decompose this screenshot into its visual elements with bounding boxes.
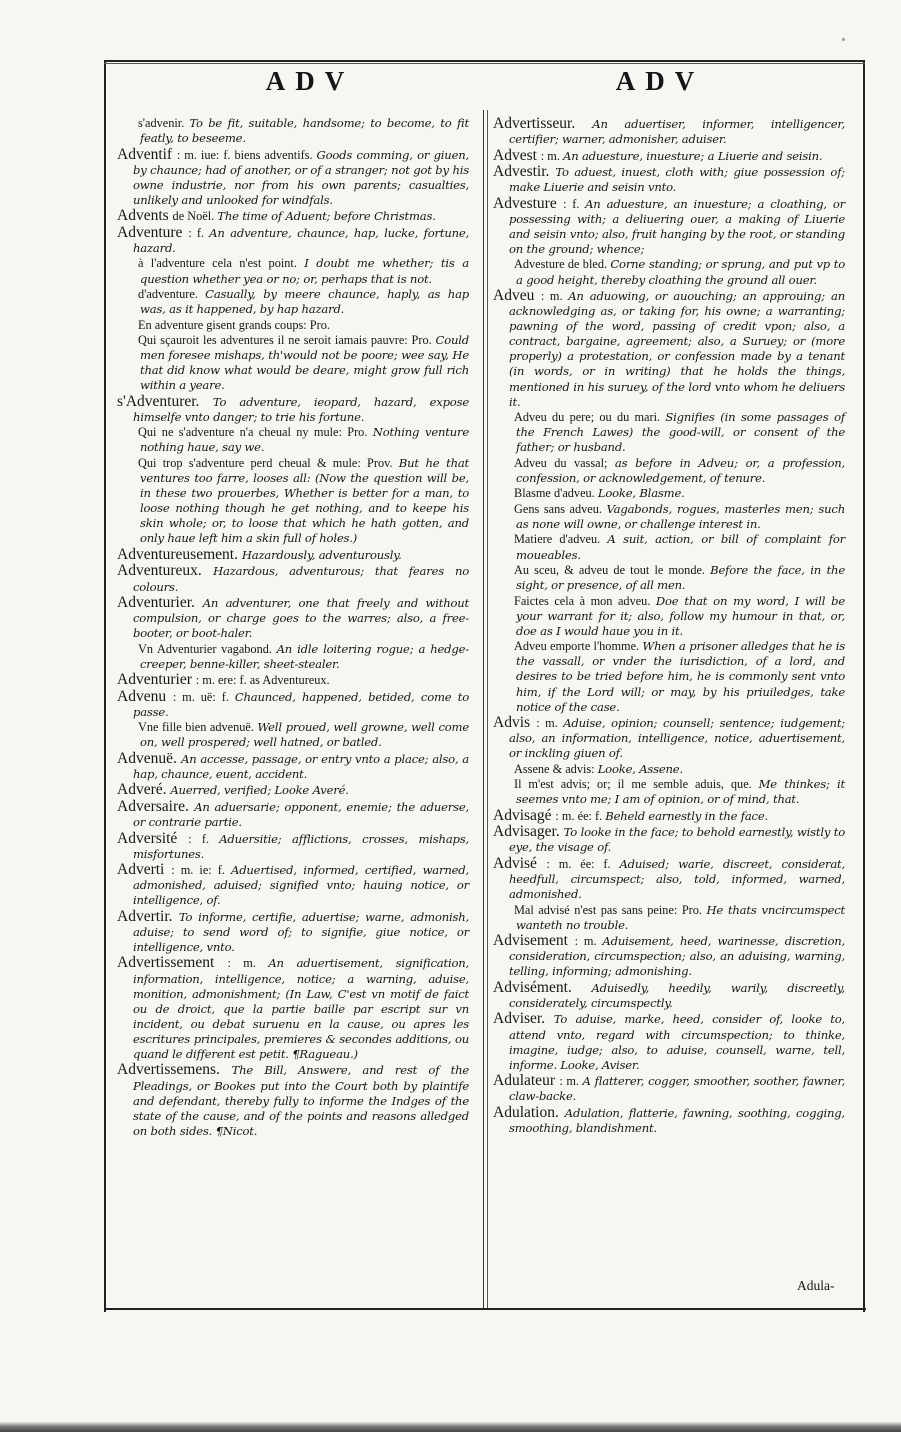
english-gloss: An aduesture, inuesture; a Liuerie and seisin.	[563, 148, 823, 163]
sub-entry	[117, 642, 469, 672]
english-gloss: as before in Adveu; or, a profession, confession, or acknowledgement, of tenure.	[516, 455, 845, 485]
french-text: : f.	[563, 196, 586, 211]
sub-entry	[493, 762, 845, 777]
running-head-left: ADV	[265, 66, 355, 96]
dictionary-entry	[493, 856, 845, 902]
english-gloss: Aduisedly, heedily, warily, discreetly, considerately, circumspectly.	[509, 980, 845, 1010]
english-gloss: An aduertisement, signification, information, intelligence, notice; a warning, aduise, monition, admonishment; (In Law, C'est vn motif de faict ou de droict, que la partie baille par escript sur vn incident, ou debat suruenu en la cause, ou apres les escritures principales, premieres & secondes additions, ou quand le different est petit. ¶Ragueau.)	[133, 956, 469, 1061]
english-gloss: Aduersitie; afflictions, crosses, mishaps, misfortunes.	[133, 831, 469, 861]
sub-entry	[493, 594, 845, 639]
english-gloss: An aduesture, an inuesture; a cloathing, or possessing with; a deliuering ouer, a making of Liuerie and seisin vnto; also, fruit hanging by the root, or standing on the ground; whence;	[509, 196, 846, 256]
english-gloss: An aduersarie; opponent, enemie; the aduerse, or contrarie partie.	[133, 799, 469, 830]
english-gloss: Vagabonds, rogues, masterles men; such as none will owne, or challenge interest in.	[516, 501, 845, 531]
bottom-rule	[104, 1308, 866, 1310]
english-gloss: To looke in the face; to behold earnestly, wistly to eye, the visage of.	[509, 825, 845, 855]
english-gloss: Aduised; warie, discreet, considerat, heedfull, circumspect; also, told, informed, warned, admonished.	[509, 856, 845, 902]
dictionary-entry	[117, 147, 469, 208]
english-gloss: The time of Aduent; before Christmas.	[217, 209, 436, 224]
french-text: : f.	[188, 831, 220, 846]
dictionary-entry	[493, 196, 845, 257]
french-text: Gens sans adveu.	[514, 501, 607, 516]
column-divider	[483, 110, 484, 1308]
headword: Advisé	[493, 854, 547, 872]
french-text: Matiere d'adveu.	[514, 532, 608, 547]
english-gloss: To adventure, ieopard, hazard, expose himselfe vnto danger; to trie his fortune.	[133, 394, 469, 424]
sub-entry	[117, 318, 469, 333]
headword: Advertissemens.	[117, 1061, 232, 1079]
dictionary-entry	[117, 672, 469, 688]
french-text: : m.	[227, 956, 269, 971]
english-gloss: Signifies (in some passages of the French Lawes) the good-will, or consent of the father; or husband.	[516, 410, 845, 455]
catchword: Adula-	[797, 1278, 835, 1293]
dictionary-entry	[493, 1011, 845, 1072]
english-gloss: Nothing venture nothing haue, say we.	[140, 425, 469, 455]
headword: Adventurier.	[117, 593, 203, 611]
sub-entry	[117, 287, 469, 317]
dictionary-entry	[493, 1073, 845, 1104]
french-text: Qui trop s'adventure perd cheual & mule: Prov.	[138, 455, 399, 470]
french-text: à l'adventure cela n'est point.	[138, 256, 305, 271]
header-rule	[104, 63, 865, 64]
dictionary-entry	[117, 862, 469, 908]
french-text: Assene & advis:	[514, 761, 598, 776]
french-text: de Noël.	[172, 209, 218, 224]
english-gloss: To be fit, suitable, handsome; to become, to fit featly, to beseeme.	[140, 116, 470, 146]
english-gloss: But he that ventures too farre, looses all: (Now the question will be, in these two prouerbes, Whether is better for a man, to loose nothing though he get nothing, and to keepe his skin whole; or, to loose that which he hath gotten, and only haue left him a skin full of holes.)	[140, 455, 470, 546]
headword: Adulateur	[493, 1072, 560, 1090]
sub-entry	[117, 456, 469, 547]
english-gloss: A flatterer, cogger, smoother, soother, fawner, claw-backe.	[509, 1074, 845, 1104]
headword: Advents	[117, 207, 173, 225]
english-gloss: Aduisement, heed, warinesse, discretion, consideration, circumspection; also, an aduising, warning, telling, informing; admonishing.	[509, 934, 845, 979]
dictionary-entry	[493, 148, 845, 164]
french-text: d'adventure.	[138, 286, 206, 301]
dictionary-entry	[117, 799, 469, 830]
english-gloss: An adventure, chaunce, hap, lucke, fortune, hazard.	[133, 225, 470, 255]
dictionary-entry	[117, 394, 469, 425]
scan-edge	[0, 1422, 901, 1432]
french-text: : m. ere: f. as Adventureux.	[195, 673, 330, 688]
headword: Advisément.	[493, 978, 592, 996]
dictionary-entry	[117, 751, 469, 782]
dictionary-entry	[493, 1105, 845, 1136]
sub-entry	[117, 256, 469, 286]
dictionary-entry	[117, 1062, 469, 1138]
headword: Advisement	[493, 932, 575, 950]
running-head-right: ADV	[615, 66, 705, 96]
right-column	[493, 116, 845, 1136]
sub-entry	[493, 410, 845, 455]
english-gloss: Could men foresee mishaps, th'would not be poore; wee say, He that did know what would be deare, might grow full rich within a yeare.	[140, 333, 469, 393]
french-text: : m. ée: f.	[546, 856, 620, 871]
sub-entry	[117, 720, 469, 750]
sub-entry	[493, 502, 845, 532]
headword: Advertisseur.	[493, 115, 593, 132]
french-text: Adveu emporte l'homme.	[514, 639, 643, 654]
english-gloss: To informe, certifie, aduertise; warne, admonish, aduise; to send word of; to signifie, giue notice, or intelligence, vnto.	[133, 909, 470, 954]
french-text: : m. iue: f. biens adventifs.	[176, 147, 317, 162]
english-gloss: When a prisoner alledges that he is the vassall, or vnder the iurisdiction, of a lord, and desires to be tried before him, he is commonly sent vnto him, if the Lord will; or may, by his priuiledges, take notice of the case.	[516, 639, 846, 714]
english-gloss: Me thinkes; it seemes vnto me; I am of opinion, or of mind, that.	[516, 777, 846, 807]
headword: Adversité	[117, 829, 189, 847]
dictionary-entry	[493, 164, 845, 195]
dictionary-entry	[117, 909, 469, 955]
english-gloss: Corne standing; or sprung, and put vp to a good height, thereby cloathing the ground all ouer.	[516, 257, 845, 287]
french-text: Vn Adventurier vagabond.	[138, 641, 277, 656]
french-text: Il m'est advis; or; il me semble aduis, que.	[514, 777, 759, 792]
english-gloss: Auerred, verified; Looke Averé.	[170, 783, 349, 798]
english-gloss: An adventurer, one that freely and without compulsion, or charge goes to the warres; also, a free-booter, or boot-haler.	[133, 595, 469, 641]
french-text: : m. uë: f.	[172, 689, 235, 704]
dictionary-entry	[493, 116, 845, 147]
paper-speck	[842, 38, 845, 41]
headword: Adviser.	[493, 1010, 554, 1028]
french-text: Advesture de bled.	[514, 257, 611, 272]
headword: Advenu	[117, 687, 173, 705]
headword: Advis	[493, 714, 537, 732]
sub-entry	[493, 639, 845, 714]
headword: Adventif	[117, 145, 177, 163]
left-column	[117, 116, 469, 1139]
french-text: Qui ne s'adventure n'a cheual ny mule: Pro.	[138, 425, 373, 440]
sub-entry	[493, 563, 845, 593]
headword: Advertir.	[117, 907, 179, 925]
french-text: En adventure gisent grands coups: Pro.	[138, 317, 330, 332]
french-text: Vne fille bien advenuë.	[138, 720, 258, 735]
english-gloss: An idle loitering rogue; a hedge-creeper, benne-killer, sheet-stealer.	[140, 641, 469, 671]
english-gloss: I doubt me whether; tis a question whether yea or no; or, perhaps that is not.	[140, 256, 469, 286]
sub-entry	[493, 257, 845, 287]
dictionary-entry	[117, 208, 469, 224]
french-text: : m.	[540, 288, 569, 303]
english-gloss: An aduowing, or auouching; an approuing; an acknowledging as, or taking for, his owne; a warranting; pawning of the word, passing of credit vpon; also, a contract, bargaine, agreement; also, a Suruey; or (more properly) a protestation, or confession made by a tenant (in words, or in writing) that he holds the things, mentioned in his suruey, of the lord vnto whom he deliuers it.	[509, 288, 846, 409]
headword: Adversaire.	[117, 797, 195, 815]
headword: s'Adventurer.	[117, 392, 213, 410]
dictionary-entry	[117, 547, 469, 563]
headword: Adulation.	[493, 1103, 565, 1121]
dictionary-entry	[493, 933, 845, 979]
headword: Advertissement	[117, 954, 228, 972]
english-gloss: Aduise, opinion; counsell; sentence; iudgement; also, an information, intelligence, notice, aduertisement, or inckling giuen of.	[509, 716, 845, 761]
headword: Advest	[493, 146, 541, 164]
headword: Adverti	[117, 861, 172, 879]
headword: Adventureux.	[117, 562, 214, 580]
english-gloss: He thats vncircumspect wanteth no trouble.	[516, 902, 845, 932]
french-text: : m. ie: f.	[171, 863, 232, 878]
sub-entry	[493, 903, 845, 933]
headword: Advesture	[493, 194, 564, 212]
sub-entry	[117, 116, 469, 146]
english-gloss: Goods comming, or giuen, by chaunce; had of another, or of a stranger; not got by his owne industrie, nor from his own parents; casualties, unlikely and unlooked for windfals.	[133, 147, 469, 207]
dictionary-entry	[493, 288, 845, 410]
english-gloss: Well proued, well growne, well come on, well prospered; well hatned, or batled.	[140, 720, 469, 750]
french-text: Blasme d'adveu.	[514, 486, 598, 501]
french-text: : m.	[574, 934, 603, 949]
sub-entry	[493, 486, 845, 501]
headword: Adventurier	[117, 671, 196, 689]
french-text: Adveu du vassal;	[514, 455, 615, 470]
english-gloss: Doe that on my word, I will be your warrant for it; also, follow my humour in that, or, doe as I would haue you in it.	[516, 593, 845, 638]
english-gloss: To aduise, marke, heed, consider of, looke to, attend vnto, regard with circumspection; to thinke, imagine, iudge; also, to aduise, counsell, warne, tell, informe. Looke, Aviser.	[509, 1012, 846, 1072]
english-gloss: An aduertiser, informer, intelligencer, certifier; warner, admonisher, aduiser.	[509, 117, 845, 147]
english-gloss: Looke, Assene.	[597, 761, 683, 776]
english-gloss: The Bill, Answere, and rest of the Pleadings, or Bookes put into the Court both by plaintife and defendant, thereby fully to informe the Indges of the state of the cause, and of the points and reasons alledged on both sides. ¶Nicot.	[133, 1063, 469, 1138]
dictionary-entry	[493, 980, 845, 1011]
headword: Advisagé	[493, 806, 556, 824]
english-gloss: Chaunced, happened, betided, come to passe.	[133, 689, 470, 719]
french-text: Adveu du pere; ou du mari.	[514, 410, 666, 425]
french-text: : m.	[559, 1074, 583, 1089]
english-gloss: Before the face, in the sight, or presence, of all men.	[516, 563, 845, 593]
dictionary-entry	[493, 715, 845, 761]
english-gloss: An accesse, passage, or entry vnto a place; also, a hap, chaunce, euent, accident.	[133, 751, 469, 781]
french-text: : m.	[540, 148, 564, 163]
headword: Adventureusement.	[117, 545, 242, 563]
sub-entry	[117, 333, 469, 393]
sub-entry	[493, 532, 845, 562]
dictionary-entry	[117, 782, 469, 798]
headword: Adveu	[493, 286, 541, 304]
french-text: Qui sçauroit les adventures il ne seroit iamais pauvre: Pro.	[138, 333, 436, 348]
headword: Advestir.	[493, 163, 556, 181]
sub-entry	[493, 456, 845, 486]
headword: Adveré.	[117, 781, 171, 799]
french-text: : f.	[188, 225, 210, 240]
french-text: : m. ée: f.	[555, 808, 606, 823]
column-divider-inner	[487, 110, 488, 1308]
english-gloss: Looke, Blasme.	[597, 486, 685, 501]
dictionary-entry	[117, 831, 469, 862]
english-gloss: To aduest, inuest, cloth with; giue possession of; make Liuerie and seisin vnto.	[509, 165, 845, 195]
dictionary-entry	[493, 808, 845, 824]
headword: Advenuë.	[117, 749, 182, 767]
english-gloss: Adulation, flatterie, fawning, soothing, cogging, smoothing, blandishment.	[509, 1105, 845, 1135]
french-text: s'advenir.	[138, 116, 190, 130]
french-text: Au sceu, & adveu de tout le monde.	[514, 563, 711, 578]
english-gloss: A suit, action, or bill of complaint for moueables.	[516, 532, 845, 562]
headword: Advisager.	[493, 823, 564, 841]
dictionary-entry	[493, 824, 845, 855]
dictionary-entry	[117, 689, 469, 720]
sub-entry	[493, 777, 845, 807]
dictionary-entry	[117, 563, 469, 594]
french-text: Faictes cela à mon adveu.	[514, 593, 656, 608]
sub-entry	[117, 425, 469, 455]
dictionary-entry	[117, 225, 469, 256]
english-gloss: Hazardous, adventurous; that feares no colours.	[133, 564, 469, 594]
dictionary-entry	[117, 955, 469, 1062]
english-gloss: Casually, by meere chaunce, haply, as hap was, as it happened, by hap hazard.	[140, 286, 470, 317]
dictionary-entry	[117, 595, 469, 641]
english-gloss: Beheld earnestly in the face.	[605, 808, 768, 823]
french-text: : m.	[536, 716, 564, 731]
french-text: Mal advisé n'est pas sans peine: Pro.	[514, 902, 707, 917]
english-gloss: Aduertised, informed, certified, warned, admonished, aduised; signified vnto; hauing notice, or intelligence, of.	[133, 863, 469, 908]
english-gloss: Hazardously, adventurously.	[241, 547, 402, 562]
headword: Adventure	[117, 223, 189, 241]
